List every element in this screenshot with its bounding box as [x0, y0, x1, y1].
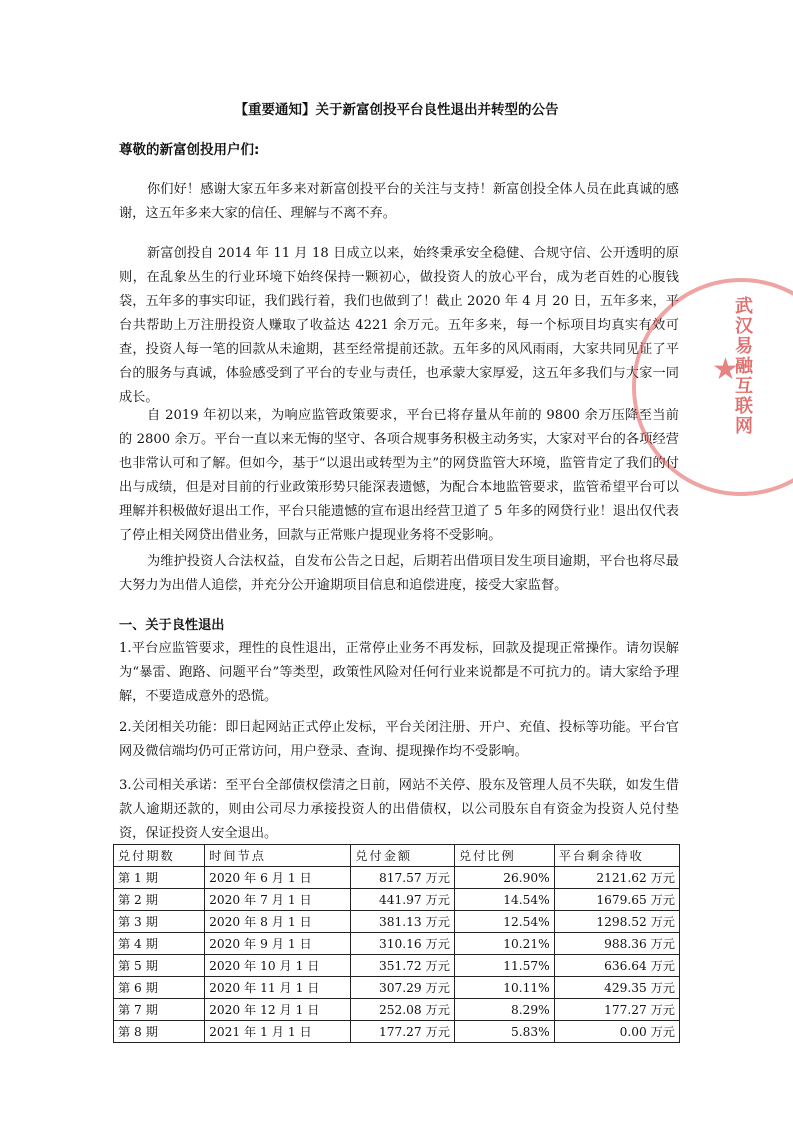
- table-cell: 381.13 万元: [351, 911, 455, 933]
- table-cell: 2020 年 6 月 1 日: [205, 867, 351, 889]
- table-cell: 1298.52 万元: [554, 911, 679, 933]
- paragraph-regulation: 自 2019 年初以来，为响应监管政策要求，平台已将存量从年前的 9800 余万压降至当前的 2800 余万。平台一直以来无悔的坚守、各项合规事务积极主动务实，大家对平台的各项经营也非常认可和了解。但如今，基于“以退出或转型为主”的网贷监管大环境，监管肯定了我们的付出与成绩，但是对目前的行业政策形势只能深表遗憾，为配合本地监管要求，监管希望平台可以理解并积极做好退出工作，平台只能遗憾的宣布退出经营卫道了 5 年多的网贷行业！退出仅代表了停止相关网贷出借业务，回款与正常账户提现业务将不受影响。: [119, 408, 679, 543]
- table-row: [114, 933, 680, 955]
- table-cell: 2020 年 10 月 1 日: [205, 955, 351, 977]
- header-period: 兑付期数: [114, 845, 205, 867]
- table-cell: 第 6 期: [114, 977, 205, 999]
- paragraph-protection: 为维护投资人合法权益，自发布公告之日起，后期若出借项目发生项目逾期，平台也将尽最大努力为出借人追偿，并充分公开逾期项目信息和追偿进度，接受大家监督。: [119, 554, 679, 593]
- table-row: [114, 867, 680, 889]
- table-cell: 第 4 期: [114, 933, 205, 955]
- table-cell: 10.11%: [454, 977, 554, 999]
- table-cell: 第 3 期: [114, 911, 205, 933]
- list-item-functions: 2.关闭相关功能：即日起网站正式停止发标，平台关闭注册、开户、充值、投标等功能。平台官网及微信端均仍可正常访问，用户登录、查询、提现操作均不受影响。: [119, 720, 679, 759]
- table-cell: 441.97 万元: [351, 889, 455, 911]
- table-cell: 第 7 期: [114, 999, 205, 1021]
- table-cell: 351.72 万元: [351, 955, 455, 977]
- paragraph-history: 新富创投自 2014 年 11 月 18 日成立以来，始终秉承安全稳健、合规守信、公开透明的原则，在乱象丛生的行业环境下始终保持一颗初心，做投资人的放心平台，成为老百姓的心腹钱袋，五年多的事实印证，我们践行着，我们也做到了！截止 2020 年 4 月 20 日，五年多来，平台共帮助上万注册投资人赚取了收益达 4221 余万元。五年多来，每一个标项目均真实有效可查，投资人每一笔的回款从未逾期，甚至经常提前还款。五年多的风风雨雨，大家共同见证了平台的服务与真诚，体验感受到了平台的专业与责任，也承蒙大家厚爱，这五年多我们与大家一同成长。: [119, 246, 679, 405]
- table-cell: 636.64 万元: [554, 955, 679, 977]
- table-row: [114, 1021, 680, 1043]
- table-cell: 10.21%: [454, 933, 554, 955]
- table-cell: 2020 年 7 月 1 日: [205, 889, 351, 911]
- table-cell: 第 2 期: [114, 889, 205, 911]
- table-cell: 26.90%: [454, 867, 554, 889]
- table-row: [114, 999, 680, 1021]
- seal-star-icon: ★: [712, 352, 739, 387]
- header-amount: 兑付金额: [351, 845, 455, 867]
- table-cell: 第 1 期: [114, 867, 205, 889]
- table-cell: 5.83%: [454, 1021, 554, 1043]
- notice-title: 【重要通知】关于新富创投平台良性退出并转型的公告: [234, 102, 559, 118]
- table-cell: 2021 年 1 月 1 日: [205, 1021, 351, 1043]
- table-cell: 8.29%: [454, 999, 554, 1021]
- table-cell: 177.27 万元: [554, 999, 679, 1021]
- table-cell: 2121.62 万元: [554, 867, 679, 889]
- table-row: [114, 889, 680, 911]
- list-item-commitment: 3.公司相关承诺：至平台全部债权偿清之日前，网站不关停、股东及管理人员不失联，如发生借款人逾期还款的，则由公司尽力承接投资人的出借债权，以公司股东自有资金为投资人兑付垫资，保证投资人安全退出。: [119, 778, 679, 841]
- table-cell: 310.16 万元: [351, 933, 455, 955]
- table-cell: 14.54%: [454, 889, 554, 911]
- repayment-table: [113, 844, 680, 1043]
- header-ratio: 兑付比例: [454, 845, 554, 867]
- table-cell: 307.29 万元: [351, 977, 455, 999]
- table-cell: 1679.65 万元: [554, 889, 679, 911]
- table-cell: 817.57 万元: [351, 867, 455, 889]
- table-cell: 2020 年 12 月 1 日: [205, 999, 351, 1021]
- table-row: [114, 955, 680, 977]
- header-date: 时间节点: [205, 845, 351, 867]
- table-row: [114, 911, 680, 933]
- table-cell: 2020 年 8 月 1 日: [205, 911, 351, 933]
- table-cell: 12.54%: [454, 911, 554, 933]
- header-remaining: 平台剩余待收: [554, 845, 679, 867]
- table-row: [114, 977, 680, 999]
- table-cell: 988.36 万元: [554, 933, 679, 955]
- company-seal-text: 武汉易融互联网: [732, 296, 753, 436]
- table-cell: 429.35 万元: [554, 977, 679, 999]
- table-cell: 0.00 万元: [554, 1021, 679, 1043]
- list-item-exit: 1.平台应监管要求，理性的良性退出，正常停止业务不再发标，回款及提现正常操作。请勿误解为“暴雷、跑路、问题平台”等类型，政策性风险对任何行业来说都是不可抗力的。请大家给予理解，不要造成意外的恐慌。: [119, 641, 679, 704]
- table-cell: 2020 年 9 月 1 日: [205, 933, 351, 955]
- table-cell: 11.57%: [454, 955, 554, 977]
- section-title: 一、关于良性退出: [119, 618, 225, 633]
- greeting: 尊敬的新富创投用户们:: [119, 142, 260, 158]
- table-cell: 177.27 万元: [351, 1021, 455, 1043]
- table-cell: 第 8 期: [114, 1021, 205, 1043]
- paragraph-thanks: 你们好！感谢大家五年多来对新富创投平台的关注与支持！新富创投全体人员在此真诚的感谢，这五年多来大家的信任、理解与不离不弃。: [119, 182, 679, 221]
- table-cell: 252.08 万元: [351, 999, 455, 1021]
- table-cell: 2020 年 11 月 1 日: [205, 977, 351, 999]
- table-cell: 第 5 期: [114, 955, 205, 977]
- table-header-row: [114, 845, 680, 867]
